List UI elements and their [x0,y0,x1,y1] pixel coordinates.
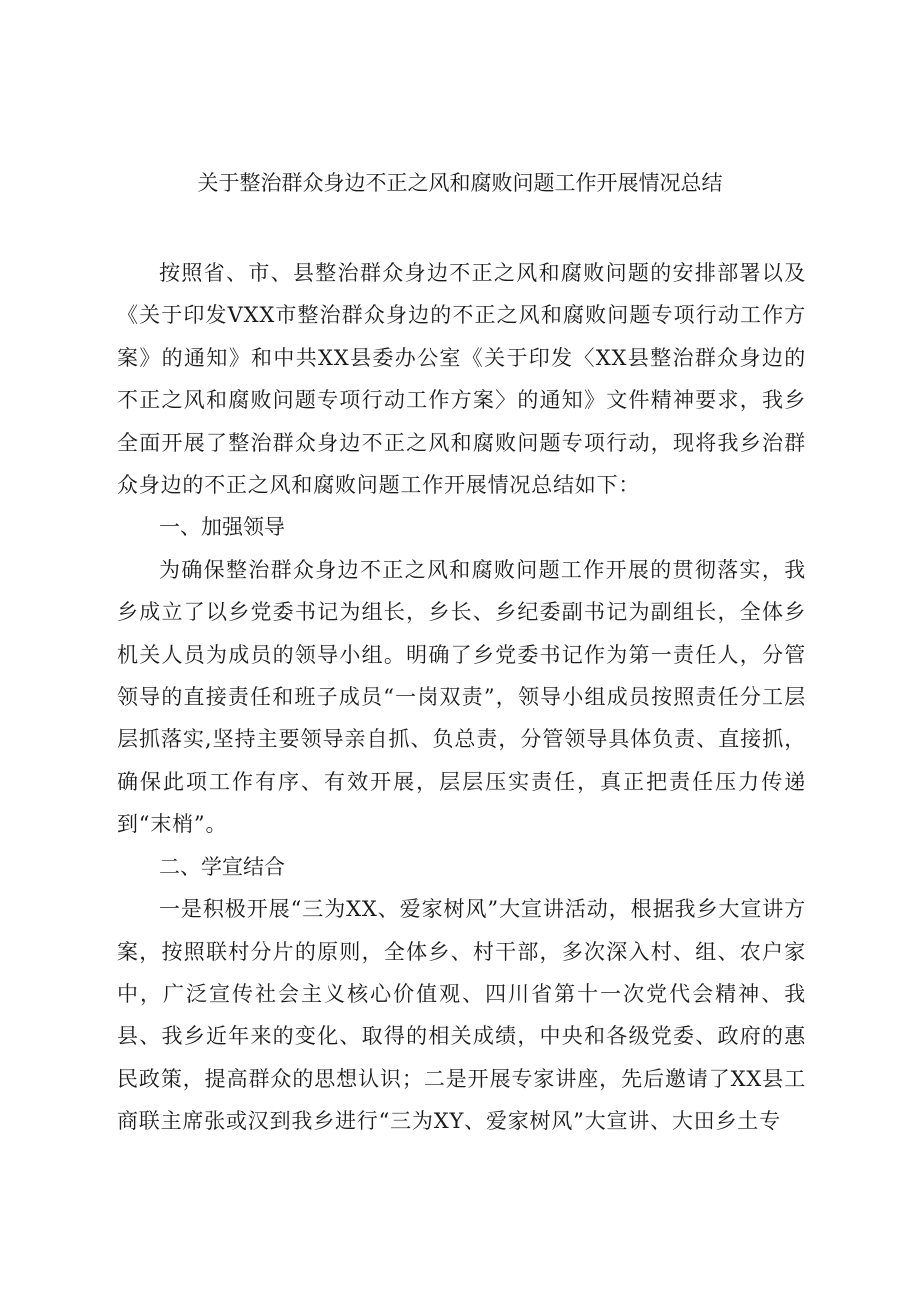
document-title: 关于整治群众身边不正之风和腐败问题工作开展情况总结 [197,171,723,195]
section-heading-1: 一、加强领导 [159,515,285,540]
section-paragraph-1: 为确保整治群众身边不正之风和腐败问题工作开展的贯彻落实，我乡成立了以乡党委书记为组长，乡长、乡纪委副书记为副组长，全体乡机关人员为成员的领导小组。明确了乡党委书记作为第一责任人，分管领导的直接责任和班子成员“一岗双责”，领导小组成员按照责任分工层层抓落实,坚持主要领导亲自抓、负总责，分管领导具体负责、直接抓，确保此项工作有序、有效开展，层层压实责任，真正把责任压力传递到“末梢”。 [117,557,806,837]
section-heading-2: 二、学宣结合 [159,854,285,879]
intro-paragraph: 按照省、市、县整治群众身边不正之风和腐败问题的安排部署以及《关于印发VXX市整治群众身边的不正之风和腐败问题专项行动工作方案》的通知》和中共XX县委办公室《关于印发〈XX县整治群众身边的不正之风和腐败问题专项行动工作方案〉的通知》文件精神要求，我乡全面开展了整治群众身边不正之风和腐败问题专项行动，现将我乡治群众身边的不正之风和腐败问题工作开展情况总结如下： [117,261,806,498]
document-body [117,252,806,1143]
section-paragraph-2: 一是积极开展“三为XX、爱家树风”大宣讲活动，根据我乡大宣讲方案，按照联村分片的原则，全体乡、村干部，多次深入村、组、农户家中，广泛宣传社会主义核心价值观、四川省第十一次党代会精神、我县、我乡近年来的变化、取得的相关成绩，中央和各级党委、政府的惠民政策，提高群众的思想认识；二是开展专家讲座，先后邀请了XX县工商联主席张或汉到我乡进行“三为XY、爱家树风”大宣讲、大田乡土专 [117,897,806,1134]
